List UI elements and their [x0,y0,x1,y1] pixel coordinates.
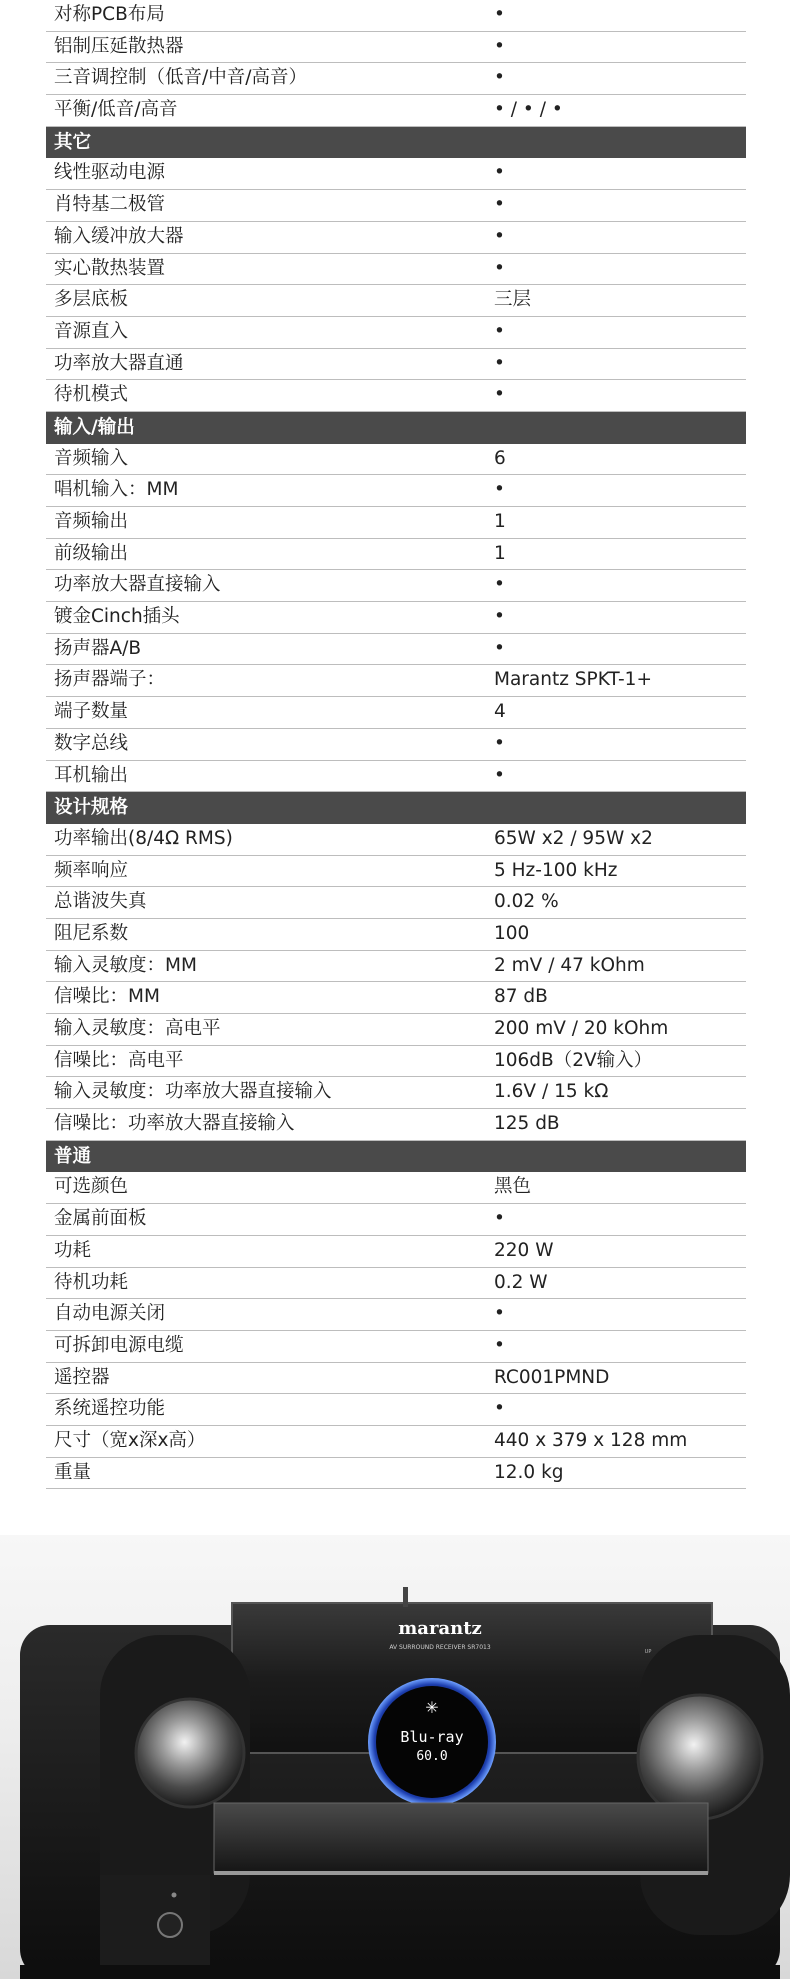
spec-value: 220 W [494,1239,554,1261]
spec-row [46,380,746,412]
spec-value: 1 [494,542,506,564]
spec-row [46,982,746,1014]
spec-row [46,95,746,127]
spec-value: • [494,4,505,25]
spec-value: Marantz SPKT-1+ [494,669,652,691]
spec-value: • [494,257,505,279]
spec-label: 端子数量 [54,701,129,723]
spec-value: • [494,1334,505,1356]
spec-row [46,919,746,951]
spec-row [46,32,746,64]
spec-value: 440 x 379 x 128 mm [494,1429,688,1451]
up-label: UP [644,1649,652,1655]
spec-label: 功率放大器直接输入 [54,574,221,596]
spec-label: 信噪比：功率放大器直接输入 [54,1113,295,1135]
spec-row [46,1109,746,1141]
spec-label: 可选颜色 [54,1176,129,1198]
spec-label: 音源直入 [54,320,129,342]
spec-value: 100 [494,922,530,944]
input-selector-knob [136,1699,244,1807]
spec-row [46,190,746,222]
spec-value: 87 dB [494,986,548,1008]
model-label: AV SURROUND RECEIVER SR7013 [389,1644,491,1651]
front-door [214,1803,708,1873]
section-header: 其它 [46,127,746,159]
spec-value: • [494,574,505,596]
spec-label: 前级输出 [54,542,129,564]
spec-label: 阻尼系数 [54,922,129,944]
spec-label: 功耗 [54,1239,92,1261]
spec-row [46,697,746,729]
spec-row [46,729,746,761]
spec-value: • [494,764,505,786]
spec-value: • [494,1398,505,1420]
spec-value: • [494,1208,505,1230]
spec-value: 1.6V / 15 kΩ [494,1081,609,1103]
spec-label: 总谐波失真 [54,891,147,913]
volume-knob [638,1695,762,1819]
spec-row [46,0,746,32]
spec-value: • [494,194,505,216]
spec-value: • [494,225,505,247]
display-source: Blu-ray [400,1728,464,1746]
spec-row [46,254,746,286]
spec-label: 频率响应 [54,859,129,881]
spec-label: 输入灵敏度：MM [54,954,197,976]
section-header: 设计规格 [46,792,746,824]
spec-row [46,1394,746,1426]
spec-label: 三音调控制（低音/中音/高音） [54,67,307,89]
spec-label: 多层底板 [54,289,129,311]
spec-label: 遥控器 [54,1366,110,1388]
spec-value: 106dB（2V输入） [494,1049,653,1071]
spec-value: 12.0 kg [494,1461,564,1483]
power-button [158,1913,182,1937]
spec-row [46,1426,746,1458]
spec-table [46,0,746,1489]
spec-value: • [494,637,505,659]
spec-label: 自动电源关闭 [54,1303,166,1325]
spec-label: 铝制压延散热器 [54,35,184,57]
spec-label: 音频输出 [54,511,129,532]
spec-row [46,1331,746,1363]
spec-value: • [494,67,505,89]
spec-value: 200 mV / 20 kOhm [494,1018,669,1039]
spec-label: 输入缓冲放大器 [54,225,184,247]
spec-row [46,951,746,983]
spec-value: 125 dB [494,1113,560,1135]
spec-label: 输入灵敏度：功率放大器直接输入 [54,1081,332,1103]
spec-value: • [494,320,505,342]
spec-value: 4 [494,701,506,723]
spec-value: 0.2 W [494,1271,548,1293]
spec-value: 2 mV / 47 kOhm [494,954,645,976]
spec-row [46,507,746,539]
product-photo [0,1535,790,1979]
spec-value: • [494,384,505,406]
spec-label: 信噪比：MM [54,986,160,1008]
spec-row [46,1172,746,1204]
spec-label: 金属前面板 [54,1208,147,1230]
spec-value: • [494,479,505,501]
spec-label: 功率输出(8/4Ω RMS) [54,827,233,849]
spec-value: 65W x2 / 95W x2 [494,827,653,849]
spec-row [46,824,746,856]
spec-value: • [494,352,505,374]
spec-row [46,1204,746,1236]
spec-label: 输入灵敏度：高电平 [54,1018,221,1039]
spec-label: 对称PCB布局 [54,4,165,25]
section-header: 输入/输出 [46,412,746,444]
spec-label: 扬声器端子： [54,669,166,691]
spec-row [46,475,746,507]
spec-row [46,1458,746,1490]
spec-value: • [494,162,505,184]
spec-row [46,444,746,476]
spec-label: 重量 [54,1461,92,1483]
spec-row [46,1268,746,1300]
spec-row [46,856,746,888]
spec-value: 1 [494,511,506,532]
spec-label: 信噪比：高电平 [54,1049,184,1071]
section-header: 普通 [46,1141,746,1173]
spec-label: 线性驱动电源 [54,162,166,184]
spec-row [46,634,746,666]
spec-row [46,1236,746,1268]
spec-value: 三层 [494,289,532,311]
spec-row [46,887,746,919]
spec-value: • [494,1303,505,1325]
spec-value: 0.02 % [494,891,559,913]
spec-label: 音频输入 [54,447,129,469]
spec-row [46,1363,746,1395]
spec-label: 可拆卸电源电缆 [54,1334,184,1356]
spec-label: 系统遥控功能 [54,1398,166,1420]
spec-label: 实心散热装置 [54,257,166,279]
spec-row [46,1077,746,1109]
spec-value: • [494,606,505,628]
display-volume: 60.0 [416,1749,448,1764]
spec-label: 平衡/低音/高音 [54,99,178,121]
spec-row [46,285,746,317]
spec-row [46,158,746,190]
spec-row [46,1046,746,1078]
spec-value: RC001PMND [494,1366,610,1388]
spec-label: 待机模式 [54,384,129,406]
spec-value: 黑色 [494,1176,532,1198]
spec-label: 尺寸（宽x深x高） [54,1429,206,1451]
spec-label: 耳机输出 [54,764,129,786]
spec-label: 数字总线 [54,732,129,754]
spec-label: 待机功耗 [54,1271,129,1293]
spec-row [46,349,746,381]
spec-value: • [494,35,505,57]
spec-row [46,63,746,95]
spec-label: 唱机输入：MM [54,479,179,501]
spec-row [46,1299,746,1331]
spec-row [46,539,746,571]
spec-row [46,1014,746,1046]
spec-row [46,317,746,349]
spec-value: • / • / • [494,99,563,121]
spec-row [46,602,746,634]
svg-text:✳: ✳ [425,1698,439,1717]
spec-row [46,222,746,254]
spec-label: 镀金Cinch插头 [54,606,180,628]
spec-label: 功率放大器直通 [54,352,184,374]
spec-value: 6 [494,447,506,469]
brand-logo: marantz [398,1618,482,1639]
spec-value: • [494,732,505,754]
spec-row [46,570,746,602]
spec-label: 肖特基二极管 [54,194,166,216]
spec-value: 5 Hz-100 kHz [494,859,618,881]
spec-label: 扬声器A/B [54,637,142,659]
spec-row [46,665,746,697]
spec-row [46,761,746,793]
